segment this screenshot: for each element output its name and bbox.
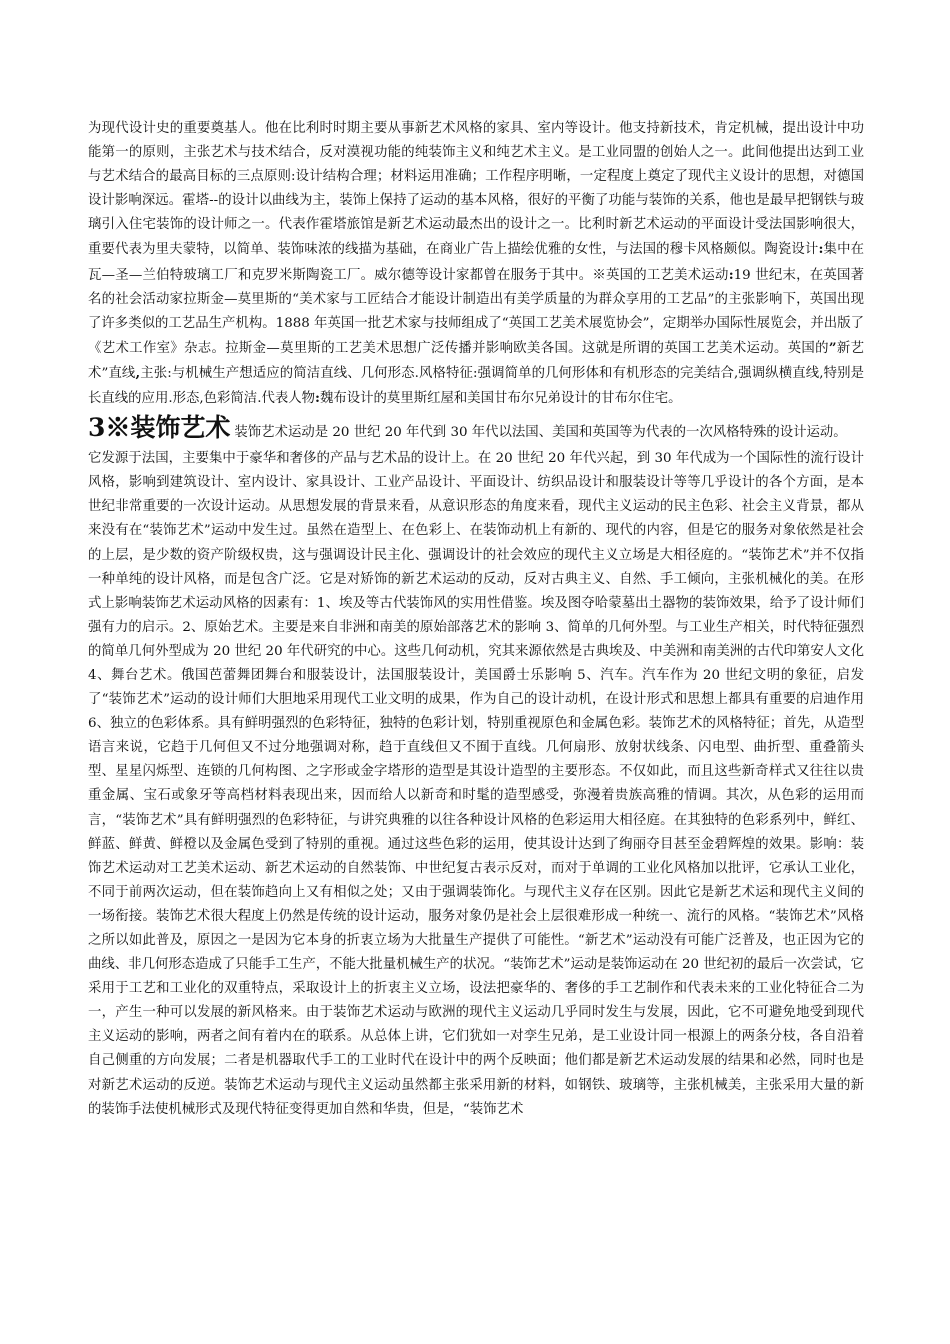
text-run: 19 世纪末，在英国著名的社会活动家拉斯金—莫里斯的“美术家与工匠结合才能设计制造出有美学质量的为群众享用的工艺品”的主张影响下，英国出现了许多类似的工艺品生产机构。1888 年英国一批艺术家与技师组成了“英国工艺美术展览协会”，定期举办国际性展览会，并出版了《艺术工作室》杂志。拉斯金—莫里斯的工艺美术思想广泛传播并影响欧美各国。这就是所谓的英国工艺美术运动。英国的 <box>88 267 865 356</box>
text-run: 魏布设计的莫里斯红屋和美国甘布尔兄弟设计的甘布尔住宅。 <box>319 391 682 407</box>
text-run: 为现代设计史的重要奠基人。他在比利时时期主要从事新艺术风格的家具、室内等设计。他支持新技术，肯定机械，提出设计中功能第一的原则，主张艺术与技术结合，反对漠视功能的纯装饰主义和纯艺术主义。是工业同盟的创始人之一。此间他提出达到工业与艺术结合的最高目标的三点原则:设计结构合理；材料运用准确；工作程序明晰，一定程度上奠定了现代主义设计的思想，对德国设计影响深远。霍塔--的设计以曲线为主，装饰上保持了运动的基本风格，很好的平衡了功能与装饰的关系，他也是最早把钢铁与玻璃引入住宅装饰的设计师之一。代表作霍塔旅馆是新艺术运动最杰出的设计之一。比利时新艺术运动的平面设计受法国影响很大，重要代表为里夫蒙特，以简单、装饰味浓的线描为基础，在商业广告上描绘优雅的女性，与法国的穆卡风格颇似。陶瓷设计 <box>88 121 864 258</box>
bold-colon: : <box>728 266 734 283</box>
text-run: 新艺术”直线 <box>88 340 865 381</box>
text-run: 集中在瓦—圣—兰伯特玻璃工厂和克罗米斯陶瓷工厂。威尔德等设计家都曾在服务于其中。※英国的工艺美术运动 <box>88 242 865 283</box>
bold-quote: ” <box>828 339 837 356</box>
section-heading-line <box>88 409 864 443</box>
bold-comma: , <box>135 364 141 381</box>
section-heading: 3※装饰艺术 <box>88 413 231 443</box>
document-page <box>88 117 864 1122</box>
bold-colon: : <box>818 241 824 258</box>
heading-line-text: 装饰艺术运动是 20 世纪 20 年代到 30 年代以法国、美国和英国等为代表的一次风格特殊的设计运动。 <box>234 425 847 441</box>
bold-colon: : <box>315 390 320 407</box>
paragraph-art-deco: 它发源于法国，主要集中于豪华和奢侈的产品与艺术品的设计上。在 20 世纪 20 年代兴起，到 30 年代成为一个国际性的流行设计风格，影响到建筑设计、室内设计、家具设计、工业产品设计、平面设计、纺织品设计和服装设计等等几乎设计的各个方面，是本世纪非常重要的一次设计运动。从思想发展的背景来看，从意识形态的角度来看，现代主义运动的民主色彩、社会主义背景，都从来没有在“装饰艺术”运动中发生过。虽然在造型上、在色彩上、在装饰动机上有新的、现代的内容，但是它的服务对象依然是社会的上层，是少数的资产阶级权贵，这与强调设计民主化、强调设计的社会效应的现代主义立场是大相径庭的。“装饰艺术”并不仅指一种单纯的设计风格，而是包含广泛。它是对矫饰的新艺术运动的反动，反对古典主义、自然、手工倾向，主张机械化的美。在形式上影响装饰艺术运动风格的因素有：1、埃及等古代装饰风的实用性借鉴。埃及图夺哈蒙墓出土器物的装饰效果，给予了设计师们强有力的启示。2、原始艺术。主要是来自非洲和南美的原始部落艺术的影响 3、简单的几何外型。与工业生产相关，时代特征强烈的简单几何外型成为 20 世纪 20 年代研究的中心。这些几何动机，究其来源依然是古典埃及、中美洲和南美洲的古代印第安人文化 4、舞台艺术。俄国芭蕾舞团舞台和服装设计，法国服装设计，美国爵士乐影响 5、汽车。汽车作为 20 世纪文明的象征，启发了“装饰艺术”运动的设计师们大胆地采用现代工业文明的成果，作为自己的设计动机，在设计形式和思想上都具有重要的启迪作用 6、独立的色彩体系。具有鲜明强烈的色彩特征，独特的色彩计划，特别重视原色和金属色彩。装饰艺术的风格特征；首先，从造型语言来说，它趋于几何但又不过分地强调对称，趋于直线但又不囿于直线。几何扇形、放射状线条、闪电型、曲折型、重叠箭头型、星星闪烁型、连锁的几何构图、之字形或金字塔形的造型是其设计造型的主要形态。不仅如此，而且这些新奇样式又往往以贵重金属、宝石或象牙等高档材料表现出来，因而给人以新奇和时髦的造型感受，弥漫着贵族高雅的情调。其次，从色彩的运用而言，“装饰艺术”具有鲜明强烈的色彩特征，与讲究典雅的以往各种设计风格的色彩运用大相径庭。在其独特的色彩系列中，鲜红、鲜蓝、鲜黄、鲜橙以及金属色受到了特别的重视。通过这些色彩的运用，使其设计达到了绚丽夺目甚至金碧辉煌的效果。影响：装饰艺术运动对工艺美术运动、新艺术运动的自然装饰、中世纪复古表示反对，而对于单调的工业化风格加以批评，它承认工业化，不同于前两次运动，但在装饰趋向上又有相似之处；又由于强调装饰化。与现代主义存在区别。因此它是新艺术运和现代主义间的一场衔接。装饰艺术很大程度上仍然是传统的设计运动，服务对象仍是社会上层很难形成一种统一、流行的风格。“装饰艺术”风格之所以如此普及，原因之一是因为它本身的折衷立场为大批量生产提供了可能性。“新艺术”运动没有可能广泛普及，也正因为它的曲线、非几何形态造成了只能手工生产，不能大批量机械生产的状况。“装饰艺术”运动是装饰运动在 20 世纪初的最后一次尝试，它采用于工艺和工业化的双重特点，采取设计上的折衷主义立场，设法把豪华的、奢侈的手工艺制作和代表未来的工业化特征合二为一，产生一种可以发展的新风格来。由于装饰艺术运动与欧洲的现代主义运动几乎同时发生与发展，因此，它不可避免地受到现代主义运动的影响，两者之间有着内在的联系。从总体上讲，它们犹如一对孪生兄弟，是工业设计同一根源上的两条分枝，各自沿着自己侧重的方向发展；二者是机器取代手工的工业时代在设计中的两个反映面；他们都是新艺术运动发展的结果和必然，同时也是对新艺术运动的反逆。装饰艺术运动与现代主义运动虽然都主张采用新的材料，如钢铁、玻璃等，主张机械美，主张采用大量的新的装饰手法使机械形式及现代特征变得更加自然和华贵，但是，“装饰艺术 <box>88 451 864 1117</box>
text-run: 主张:与机械生产想适应的简洁直线、几何形态.风格特征:强调简单的几何形体和有机形态的完美结合,强调纵横直线,特别是长直线的应用.形态,色彩简洁.代表人物 <box>88 365 864 407</box>
paragraph-art-nouveau-belgium-england <box>88 117 864 411</box>
